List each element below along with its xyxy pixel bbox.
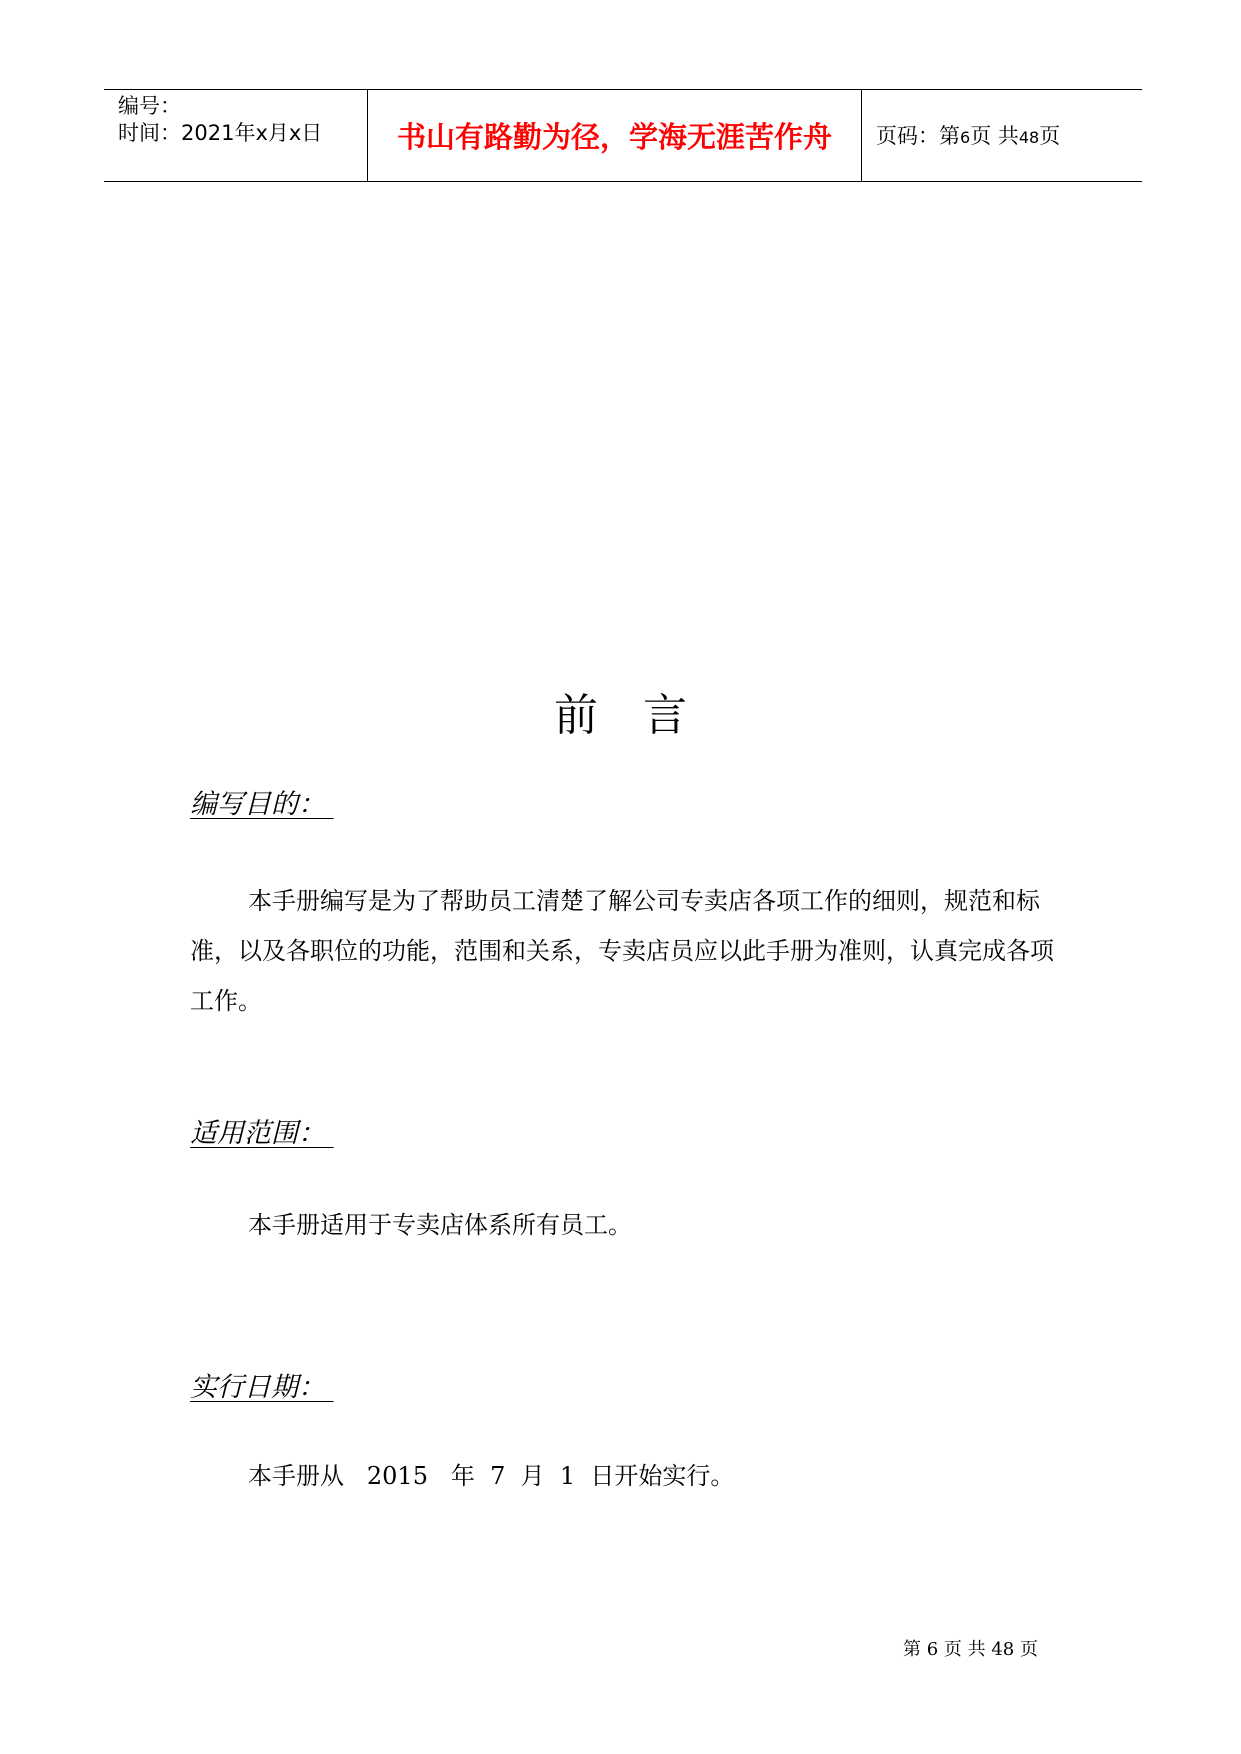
motto-text: 书山有路勤为径，学海无涯苦作舟: [396, 120, 832, 154]
section-body-purpose: 本手册编写是为了帮助员工清楚了解公司专卖店各项工作的细则，规范和标准，以及各职位的功能，范围和关系，专卖店员应以此手册为准则，认真完成各项工作。: [190, 887, 1054, 1015]
section-body-scope: 本手册适用于专卖店体系所有员工。: [248, 1211, 632, 1239]
time-label: 时间：2021年x月x日: [118, 121, 323, 145]
page-prefix: 页码：第: [876, 124, 960, 148]
page-middle: 页 共: [970, 124, 1019, 148]
page-suffix: 页: [1039, 124, 1061, 148]
page-current: 6: [960, 128, 971, 147]
header-meta-cell: [104, 90, 368, 181]
page-footer: 第 6 页 共 48 页: [903, 1639, 1038, 1660]
page-header: [104, 89, 1142, 182]
section-heading-effective-date: 实行日期：: [190, 1372, 334, 1403]
section-heading-scope: 适用范围：: [190, 1118, 334, 1149]
section-body-effective-date: 本手册从 2015 年 7 月 1 日开始实行。: [248, 1462, 735, 1490]
page-title: 前言: [554, 690, 732, 741]
section-heading-purpose: 编写目的：: [190, 789, 334, 820]
number-label: 编号：: [118, 94, 181, 118]
page-total: 48: [1018, 128, 1040, 147]
header-page-info: [876, 123, 1060, 151]
header-page-cell: [862, 90, 1142, 181]
header-motto-cell: [368, 90, 862, 181]
